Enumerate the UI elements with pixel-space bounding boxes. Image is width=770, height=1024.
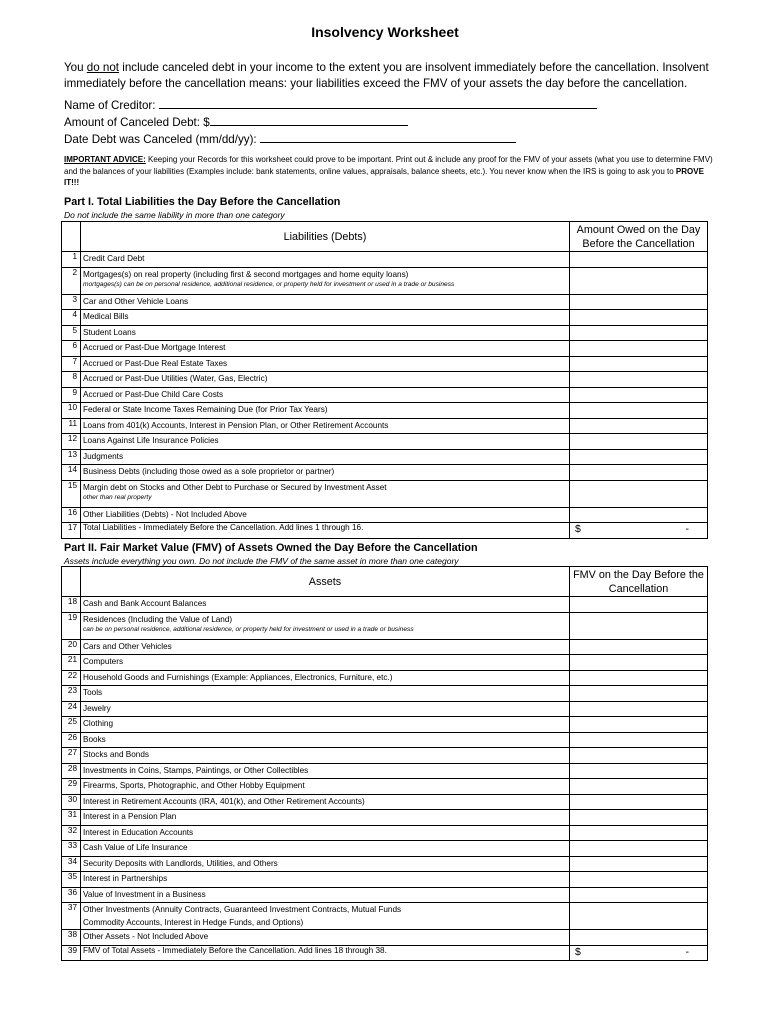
line-label: Accrued or Past-Due Mortgage Interest bbox=[83, 343, 226, 352]
line-label: Cash and Bank Account Balances bbox=[83, 599, 207, 608]
line-label: Computers bbox=[83, 657, 124, 666]
intro-text: You bbox=[64, 61, 87, 74]
line-label-cell bbox=[81, 794, 570, 810]
table-row bbox=[62, 856, 708, 872]
advice-emphasis: PROVE IT!!! bbox=[64, 166, 704, 188]
line-label-cell bbox=[81, 763, 570, 779]
line-label: Accrued or Past-Due Real Estate Taxes bbox=[83, 358, 228, 368]
table-row bbox=[62, 841, 708, 857]
table-row bbox=[62, 794, 708, 810]
line-number: 16 bbox=[62, 507, 81, 523]
line-label-cell bbox=[81, 465, 570, 481]
advice-text: Keeping your Records for this worksheet could prove to be important. Print out & include any proof for the FMV of your assets (what you use to determine FMV) and the balances of your liabilities (Examples include: bank statements, online values, appraisals, balance sheets, etc.). You never know when the IRS is going to ask you to bbox=[64, 155, 713, 176]
line-number: 39 bbox=[62, 945, 81, 961]
amount-input-cell[interactable] bbox=[570, 655, 708, 671]
line-label: Loans from 401(k) Accounts, Interest in Pension Plan, or Other Retirement Accounts bbox=[83, 420, 389, 430]
important-advice bbox=[64, 154, 714, 189]
line-note: other than real property bbox=[83, 493, 152, 501]
line-number: 24 bbox=[62, 701, 81, 717]
amount-input-cell[interactable] bbox=[570, 732, 708, 748]
advice-label: IMPORTANT ADVICE: bbox=[64, 155, 146, 164]
table-row bbox=[62, 341, 708, 357]
total-label: Total Liabilities - Immediately Before the Cancellation. Add lines 1 through 16. bbox=[81, 523, 570, 539]
line-label: Loans Against Life Insurance Policies bbox=[83, 436, 219, 445]
line-label-cell bbox=[81, 434, 570, 450]
line-label: Residences (Including the Value of Land) bbox=[83, 614, 233, 624]
amount-input-cell[interactable] bbox=[570, 341, 708, 357]
line-label-cell bbox=[81, 810, 570, 826]
amount-input-cell[interactable] bbox=[570, 597, 708, 613]
amount-input-cell[interactable] bbox=[570, 670, 708, 686]
table-row bbox=[62, 748, 708, 764]
line-number: 19 bbox=[62, 612, 81, 639]
assets-table bbox=[61, 566, 708, 961]
line-label: Other Investments (Annuity Contracts, Guaranteed Investment Contracts, Mutual Funds bbox=[83, 905, 402, 914]
line-label-continued: Commodity Accounts, Interest in Hedge Funds, and Options) bbox=[83, 918, 304, 927]
amount-line[interactable] bbox=[210, 114, 408, 126]
line-number: 28 bbox=[62, 763, 81, 779]
line-number: 29 bbox=[62, 779, 81, 795]
table-row bbox=[62, 267, 708, 294]
line-label: Mortgages(s) on real property (including first & second mortgages and home equity loans) bbox=[83, 269, 409, 279]
line-label: Firearms, Sports, Photographic, and Other Hobby Equipment bbox=[83, 781, 305, 790]
amount-input-cell[interactable] bbox=[570, 872, 708, 888]
line-number: 35 bbox=[62, 872, 81, 888]
total-amount-cell[interactable] bbox=[570, 945, 708, 961]
amount-input-cell[interactable] bbox=[570, 639, 708, 655]
line-note: mortgages(s) can be on personal residence, additional residence, or property held for investment or used in a trade or business bbox=[83, 280, 455, 288]
table-row bbox=[62, 507, 708, 523]
line-label: Interest in Retirement Accounts (IRA, 401(k), and Other Retirement Accounts) bbox=[83, 796, 365, 806]
line-label-cell bbox=[81, 856, 570, 872]
line-label: Medical Bills bbox=[83, 312, 129, 321]
header-number-cell bbox=[62, 567, 81, 597]
line-label: Interest in Education Accounts bbox=[83, 827, 194, 837]
line-number: 37 bbox=[62, 903, 81, 930]
creditor-field bbox=[64, 97, 597, 113]
line-number: 8 bbox=[62, 372, 81, 388]
table-row bbox=[62, 252, 708, 268]
line-label: Accrued or Past-Due Utilities (Water, Gas, Electric) bbox=[83, 374, 268, 383]
line-number: 5 bbox=[62, 325, 81, 341]
table-row bbox=[62, 612, 708, 639]
line-label-cell bbox=[81, 825, 570, 841]
part2-subtitle: Assets include everything you own. Do not include the FMV of the same asset in more than one category bbox=[64, 556, 459, 566]
line-number: 26 bbox=[62, 732, 81, 748]
line-label: Household Goods and Furnishings (Example: Appliances, Electronics, Furniture, etc.) bbox=[83, 672, 393, 682]
amount-input-cell[interactable] bbox=[570, 325, 708, 341]
line-label: Investments in Coins, Stamps, Paintings, or Other Collectibles bbox=[83, 765, 309, 775]
table-row bbox=[62, 717, 708, 733]
line-label: Value of Investment in a Business bbox=[83, 889, 206, 899]
line-number: 33 bbox=[62, 841, 81, 857]
amount-input-cell[interactable] bbox=[570, 252, 708, 268]
table-row bbox=[62, 449, 708, 465]
total-row bbox=[62, 945, 708, 961]
total-amount bbox=[572, 523, 705, 535]
intro-paragraph bbox=[64, 60, 724, 91]
line-label-cell bbox=[81, 267, 570, 294]
assets-header-row bbox=[62, 567, 708, 597]
line-number: 34 bbox=[62, 856, 81, 872]
total-amount bbox=[572, 946, 705, 958]
line-label-cell bbox=[81, 903, 570, 930]
table-row bbox=[62, 434, 708, 450]
amount-input-cell[interactable] bbox=[570, 930, 708, 946]
amount-input-cell[interactable] bbox=[570, 372, 708, 388]
table-row bbox=[62, 325, 708, 341]
line-label-cell bbox=[81, 418, 570, 434]
line-number: 10 bbox=[62, 403, 81, 419]
amount-input-cell[interactable] bbox=[570, 434, 708, 450]
table-row bbox=[62, 294, 708, 310]
date-line[interactable] bbox=[260, 131, 516, 143]
date-label: Date Debt was Canceled (mm/dd/yy): bbox=[64, 133, 257, 146]
total-value: - bbox=[685, 523, 689, 535]
amount-input-cell[interactable] bbox=[570, 794, 708, 810]
line-label-cell bbox=[81, 294, 570, 310]
line-label-cell bbox=[81, 872, 570, 888]
line-label: Cars and Other Vehicles bbox=[83, 641, 172, 651]
table-row bbox=[62, 701, 708, 717]
currency-symbol: $ bbox=[575, 945, 581, 958]
line-number: 2 bbox=[62, 267, 81, 294]
creditor-label: Name of Creditor: bbox=[64, 99, 156, 112]
table-row bbox=[62, 763, 708, 779]
amount-input-cell[interactable] bbox=[570, 612, 708, 639]
part2-title: Part II. Fair Market Value (FMV) of Assets Owned the Day Before the Cancellation bbox=[64, 542, 478, 554]
line-number: 27 bbox=[62, 748, 81, 764]
line-label: Federal or State Income Taxes Remaining Due (for Prior Tax Years) bbox=[83, 405, 328, 414]
amount-input-cell[interactable] bbox=[570, 507, 708, 523]
line-label: Credit Card Debt bbox=[83, 254, 145, 263]
liabilities-header-row bbox=[62, 222, 708, 252]
line-number: 20 bbox=[62, 639, 81, 655]
line-number: 36 bbox=[62, 887, 81, 903]
line-label: Other Liabilities (Debts) - Not Included Above bbox=[83, 509, 247, 519]
line-number: 25 bbox=[62, 717, 81, 733]
intro-underlined: do not bbox=[86, 61, 120, 74]
table-row bbox=[62, 465, 708, 481]
fmv-header: FMV on the Day Before the Cancellation bbox=[570, 567, 708, 597]
line-label-cell bbox=[81, 356, 570, 372]
line-number: 3 bbox=[62, 294, 81, 310]
amount-input-cell[interactable] bbox=[570, 403, 708, 419]
line-label-cell bbox=[81, 372, 570, 388]
amount-input-cell[interactable] bbox=[570, 763, 708, 779]
line-number: 21 bbox=[62, 655, 81, 671]
table-row bbox=[62, 356, 708, 372]
line-label-cell bbox=[81, 930, 570, 946]
line-label: Jewelry bbox=[83, 703, 111, 713]
table-row bbox=[62, 887, 708, 903]
table-row bbox=[62, 639, 708, 655]
total-row bbox=[62, 523, 708, 539]
line-label-cell bbox=[81, 341, 570, 357]
amount-input-cell[interactable] bbox=[570, 825, 708, 841]
line-label-cell bbox=[81, 686, 570, 702]
amount-input-cell[interactable] bbox=[570, 465, 708, 481]
total-amount-cell[interactable] bbox=[570, 523, 708, 539]
line-label: Tools bbox=[83, 688, 103, 697]
amount-input-cell[interactable] bbox=[570, 310, 708, 326]
line-number: 23 bbox=[62, 686, 81, 702]
amount-input-cell[interactable] bbox=[570, 717, 708, 733]
table-row bbox=[62, 418, 708, 434]
table-row bbox=[62, 903, 708, 930]
line-label: Security Deposits with Landlords, Utilities, and Others bbox=[83, 858, 278, 868]
line-label-cell bbox=[81, 507, 570, 523]
line-number: 14 bbox=[62, 465, 81, 481]
line-label: Accrued or Past-Due Child Care Costs bbox=[83, 389, 224, 399]
line-number: 31 bbox=[62, 810, 81, 826]
creditor-line[interactable] bbox=[159, 97, 597, 109]
line-note: can be on personal residence, additional residence, or property held for investment or used in a trade or business bbox=[83, 625, 414, 633]
table-row bbox=[62, 732, 708, 748]
line-number: 22 bbox=[62, 670, 81, 686]
line-label-cell bbox=[81, 639, 570, 655]
table-row bbox=[62, 779, 708, 795]
table-row bbox=[62, 403, 708, 419]
amount-field bbox=[64, 114, 408, 130]
liabilities-table bbox=[61, 221, 708, 539]
amount-input-cell[interactable] bbox=[570, 810, 708, 826]
table-row bbox=[62, 372, 708, 388]
amount-input-cell[interactable] bbox=[570, 841, 708, 857]
amount-input-cell[interactable] bbox=[570, 356, 708, 372]
line-label: Clothing bbox=[83, 719, 114, 728]
amount-input-cell[interactable] bbox=[570, 418, 708, 434]
line-number: 7 bbox=[62, 356, 81, 372]
line-label: Interest in a Pension Plan bbox=[83, 812, 177, 821]
line-label-cell bbox=[81, 670, 570, 686]
line-label: Stocks and Bonds bbox=[83, 750, 149, 759]
line-label: Judgments bbox=[83, 451, 124, 461]
amount-input-cell[interactable] bbox=[570, 387, 708, 403]
line-label-cell bbox=[81, 480, 570, 507]
assets-header: Assets bbox=[81, 567, 570, 597]
line-number: 6 bbox=[62, 341, 81, 357]
amount-input-cell[interactable] bbox=[570, 856, 708, 872]
line-number: 4 bbox=[62, 310, 81, 326]
line-label: Margin debt on Stocks and Other Debt to Purchase or Secured by Investment Asset bbox=[83, 482, 387, 492]
line-label-cell bbox=[81, 252, 570, 268]
amount-input-cell[interactable] bbox=[570, 267, 708, 294]
line-label: Business Debts (including those owed as a sole proprietor or partner) bbox=[83, 467, 335, 476]
line-label-cell bbox=[81, 612, 570, 639]
line-label-cell bbox=[81, 655, 570, 671]
line-label-cell bbox=[81, 387, 570, 403]
line-label-cell bbox=[81, 701, 570, 717]
line-number: 1 bbox=[62, 252, 81, 268]
amount-input-cell[interactable] bbox=[570, 480, 708, 507]
table-row bbox=[62, 810, 708, 826]
line-label-cell bbox=[81, 403, 570, 419]
amount-label: Amount of Canceled Debt: $ bbox=[64, 116, 210, 129]
amount-input-cell[interactable] bbox=[570, 686, 708, 702]
line-number: 38 bbox=[62, 930, 81, 946]
liabilities-header: Liabilities (Debts) bbox=[81, 222, 570, 252]
amount-owed-header: Amount Owed on the Day Before the Cancellation bbox=[570, 222, 708, 252]
line-label: Car and Other Vehicle Loans bbox=[83, 296, 189, 306]
line-number: 32 bbox=[62, 825, 81, 841]
line-label: Books bbox=[83, 734, 106, 744]
currency-symbol: $ bbox=[575, 523, 581, 535]
table-row bbox=[62, 480, 708, 507]
line-number: 12 bbox=[62, 434, 81, 450]
line-label-cell bbox=[81, 310, 570, 326]
line-label-cell bbox=[81, 887, 570, 903]
part1-subtitle: Do not include the same liability in more than one category bbox=[64, 210, 285, 220]
amount-input-cell[interactable] bbox=[570, 748, 708, 764]
table-row bbox=[62, 686, 708, 702]
intro-text-rest: include canceled debt in your income to the extent you are insolvent immediately before the cancellation. Insolvent immediately before the cancellation means: your liabilities exceed the FMV of your assets the day before the cancellation. bbox=[64, 61, 709, 90]
amount-input-cell[interactable] bbox=[570, 449, 708, 465]
line-label-cell bbox=[81, 732, 570, 748]
line-label: Cash Value of Life Insurance bbox=[83, 843, 188, 852]
amount-input-cell[interactable] bbox=[570, 701, 708, 717]
line-number: 11 bbox=[62, 418, 81, 434]
line-number: 18 bbox=[62, 597, 81, 613]
line-label-cell bbox=[81, 325, 570, 341]
table-row bbox=[62, 597, 708, 613]
line-number: 15 bbox=[62, 480, 81, 507]
part1-title: Part I. Total Liabilities the Day Before the Cancellation bbox=[64, 196, 341, 208]
line-number: 9 bbox=[62, 387, 81, 403]
page-title: Insolvency Worksheet bbox=[311, 24, 459, 40]
line-label-cell bbox=[81, 841, 570, 857]
amount-input-cell[interactable] bbox=[570, 887, 708, 903]
line-label-cell bbox=[81, 748, 570, 764]
table-row bbox=[62, 655, 708, 671]
table-row bbox=[62, 670, 708, 686]
line-number: 30 bbox=[62, 794, 81, 810]
line-label-cell bbox=[81, 449, 570, 465]
table-row bbox=[62, 387, 708, 403]
header-number-cell bbox=[62, 222, 81, 252]
table-row bbox=[62, 872, 708, 888]
table-row bbox=[62, 825, 708, 841]
line-number: 17 bbox=[62, 523, 81, 539]
line-label: Student Loans bbox=[83, 327, 136, 337]
line-label-cell bbox=[81, 779, 570, 795]
line-label: Interest in Partnerships bbox=[83, 874, 168, 883]
table-row bbox=[62, 310, 708, 326]
line-number: 13 bbox=[62, 449, 81, 465]
line-label-cell bbox=[81, 597, 570, 613]
line-label-cell bbox=[81, 717, 570, 733]
amount-input-cell[interactable] bbox=[570, 903, 708, 930]
date-field bbox=[64, 131, 516, 147]
total-value: - bbox=[685, 945, 689, 958]
amount-input-cell[interactable] bbox=[570, 294, 708, 310]
total-label: FMV of Total Assets - Immediately Before the Cancellation. Add lines 18 through 38. bbox=[81, 945, 570, 961]
amount-input-cell[interactable] bbox=[570, 779, 708, 795]
table-row bbox=[62, 930, 708, 946]
line-label: Other Assets - Not Included Above bbox=[83, 932, 209, 941]
